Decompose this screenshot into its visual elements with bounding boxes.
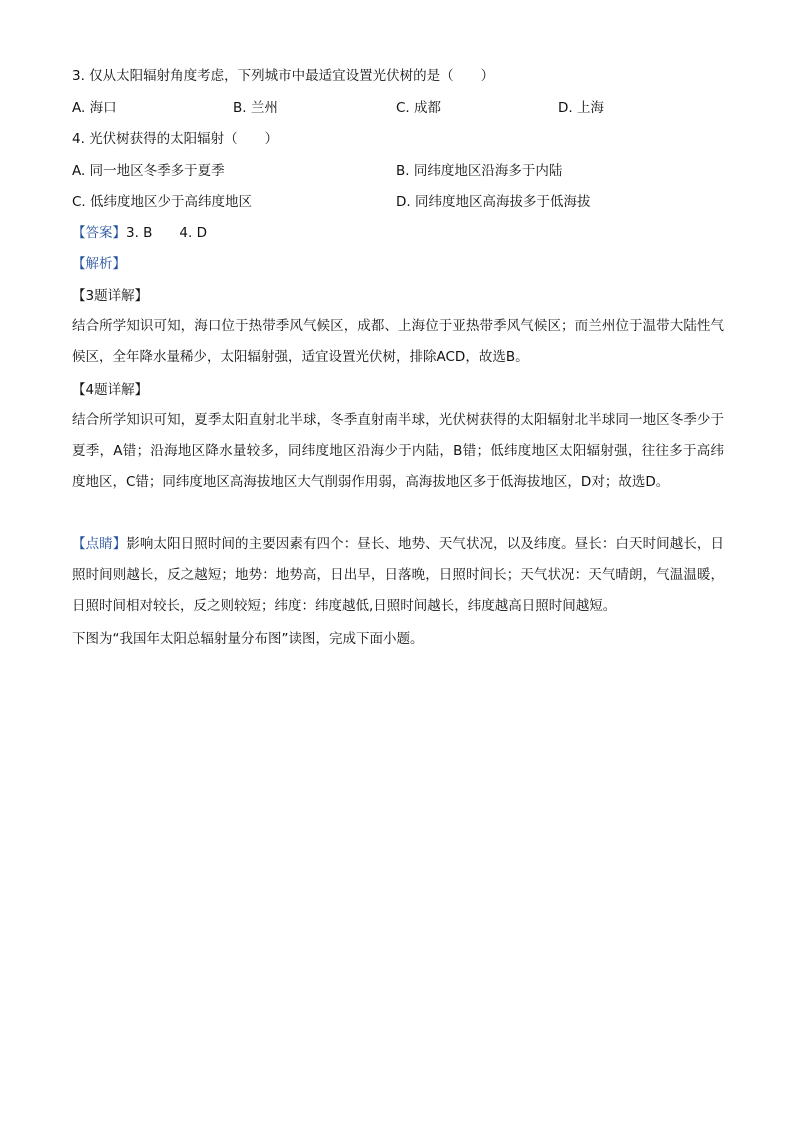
question-4-option-d: D. 同纬度地区高海拔多于低海拔	[396, 194, 591, 210]
question-4-option-b: B. 同纬度地区沿海多于内陆	[396, 163, 563, 179]
question-3-option-d: D. 上海	[558, 100, 604, 116]
detail-3-label: 【3题详解】	[72, 288, 149, 304]
tip-text: 影响太阳日照时间的主要因素有四个：昼长、地势、天气状况，以及纬度。昼长：白天时间越长，日照时间则越长，反之越短；地势：地势高，日出早，日落晚，日照时间长；天气状况：天气晴朗，气温温暖，日照时间相对较长，反之则较短；纬度：纬度越低,日照时间越长，纬度越高日照时间越短。	[72, 536, 725, 614]
answer-line	[72, 223, 207, 243]
answer-label: 【答案】	[72, 225, 126, 241]
answer-text: 3. B 4. D	[126, 225, 207, 241]
question-3-option-c: C. 成都	[396, 100, 442, 116]
tip-label: 【点睛】	[72, 536, 127, 552]
question-3-option-a: A. 海口	[72, 100, 117, 116]
detail-4-label: 【4题详解】	[72, 382, 149, 398]
next-question-intro: 下图为“我国年太阳总辐射量分布图”读图，完成下面小题。	[72, 631, 424, 647]
detail-4-text: 结合所学知识可知，夏季太阳直射北半球，冬季直射南半球，光伏树获得的太阳辐射北半球同一地区冬季少于夏季，A错；沿海地区降水量较多，同纬度地区沿海少于内陆，B错；低纬度地区太阳辐射强，往往多于高纬度地区，C错；同纬度地区高海拔地区大气削弱作用弱，高海拔地区多于低海拔地区，D对；故选D。	[72, 412, 724, 490]
question-3-stem: 3. 仅从太阳辐射角度考虑，下列城市中最适宜设置光伏树的是（ ）	[72, 68, 495, 84]
question-4-option-a: A. 同一地区冬季多于夏季	[72, 163, 225, 179]
detail-3-text: 结合所学知识可知，海口位于热带季风气候区，成都、上海位于亚热带季风气候区；而兰州位于温带大陆性气候区，全年降水量稀少，太阳辐射强，适宜设置光伏树，排除ACD，故选B。	[72, 318, 724, 365]
question-4-option-c: C. 低纬度地区少于高纬度地区	[72, 194, 253, 210]
tip-paragraph	[72, 529, 724, 622]
question-4-stem: 4. 光伏树获得的太阳辐射（ ）	[72, 131, 279, 147]
question-3-option-b: B. 兰州	[233, 100, 278, 116]
analysis-label: 【解析】	[72, 256, 126, 272]
